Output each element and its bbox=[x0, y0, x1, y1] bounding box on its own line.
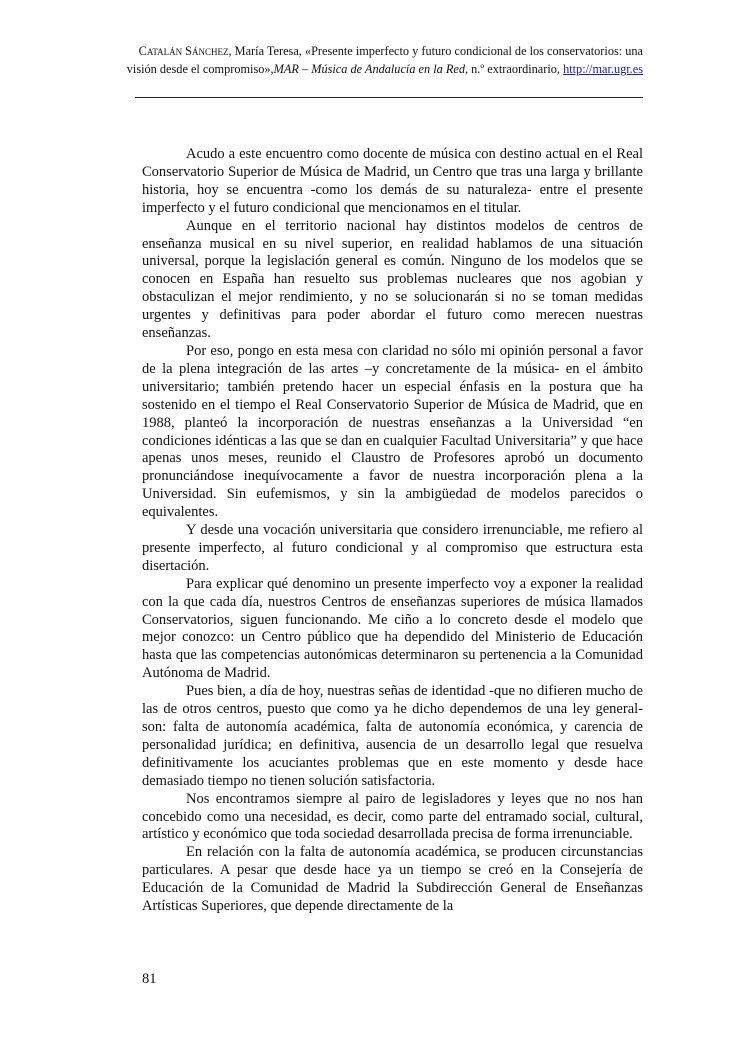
paragraph-8: En relación con la falta de autonomía académica, se producen circunstancias particulares. A pesar que desde hace ya un tiempo se creó en la Consejería de Educación de la Comunidad de Madrid la Subdirección General de Enseñanzas Artísticas Superiores, que depende directamente de la bbox=[142, 844, 643, 915]
running-header bbox=[123, 43, 643, 78]
header-url-link[interactable]: http://mar.ugr.es bbox=[563, 61, 643, 76]
paragraph-3: Por eso, pongo en esta mesa con claridad no sólo mi opinión personal a favor de la plena integración de las artes –y concretamente de la música- en el ámbito universitario; también pretendo hacer un especial énfasis en la postura que ha sostenido en el tiempo el Real Conservatorio Superior de Música de Madrid, que en 1988, planteó la incorporación de nuestras enseñanzas a la Universidad “en condiciones idénticas a las que se dan en cualquier Facultad Universitaria” y que hace apenas unos meses, reunido el Claustro de Profesores aprobó un documento pronunciándose inequívocamente a favor de nuestra incorporación plena a la Universidad. Sin eufemismos, y sin la ambigüedad de modelos parecidos o equivalentes. bbox=[142, 342, 643, 521]
header-author: Catalán Sánchez bbox=[138, 44, 229, 58]
paragraph-6: Pues bien, a día de hoy, nuestras señas de identidad -que no difieren mucho de las de otros centros, puesto que como ya he dicho dependemos de una ley general- son: falta de autonomía académica, falta de autonomía económica, y carencia de personalidad jurídica; en definitiva, ausencia de un desarrollo legal que resuelva definitivamente los acuciantes problemas que en este momento y desde hace demasiado tiempo no tienen solución satisfactoria. bbox=[142, 683, 643, 789]
header-divider bbox=[135, 97, 643, 98]
header-article: , María Teresa, «Presente imperfecto y futuro condicional de los conservatorios: una visión desde el compromiso», bbox=[126, 44, 643, 76]
paragraph-5: Para explicar qué denomino un presente imperfecto voy a exponer la realidad con la que cada día, nuestros Centros de enseñanzas superiores de música llamados Conservatorios, siguen funcionando. Me ciño a lo concreto desde el modelo que mejor conozco: un Centro público que ha dependido del Ministerio de Educación hasta que las competencias autonómicas determinaron su pertenencia a la Comunidad Autónoma de Madrid. bbox=[142, 575, 643, 682]
paragraph-1: Acudo a este encuentro como docente de música con destino actual en el Real Conservatorio Superior de Música de Madrid, un Centro que tras una larga y brillante historia, hoy se encuentra -como los demás de su naturaleza- entre el presente imperfecto y el futuro condicional que mencionamos en el titular. bbox=[142, 146, 643, 216]
paragraph-4: Y desde una vocación universitaria que considero irrenunciable, me refiero al presente imperfecto, al futuro condicional y al compromiso que estructura esta disertación. bbox=[142, 522, 643, 574]
paragraph-2: Aunque en el territorio nacional hay distintos modelos de centros de enseñanza musical en su nivel superior, en realidad hablamos de una situación universal, porque la legislación general es común. Ninguno de los modelos que se conocen en España han resuelto sus problemas nucleares que nos agobian y obstaculizan el mejor rendimiento, y no se solucionarán si no se toman medidas urgentes y definitivas para poder abordar el futuro como merecen nuestras enseñanzas. bbox=[142, 217, 643, 342]
page-number: 81 bbox=[142, 971, 157, 987]
header-issue: , n.º extraordinario, bbox=[465, 61, 560, 76]
header-journal: MAR – Música de Andalucía en la Red bbox=[273, 61, 465, 76]
article-body bbox=[142, 146, 643, 916]
paragraph-7: Nos encontramos siempre al pairo de legisladores y leyes que no nos han concebido como una necesidad, es decir, como parte del entramado social, cultural, artístico y económico que toda sociedad desarrollada precisa de forma irrenunciable. bbox=[142, 790, 643, 843]
